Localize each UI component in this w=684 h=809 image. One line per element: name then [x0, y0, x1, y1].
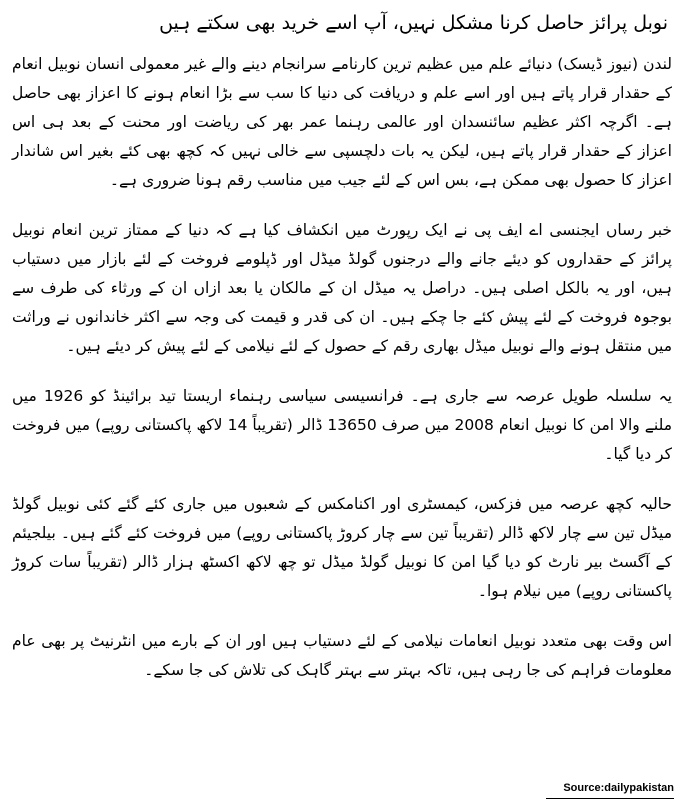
article-title: نوبل پرائز حاصل کرنا مشکل نہیں، آپ اسے خرید بھی سکتے ہیں: [159, 12, 668, 34]
article-paragraph-4: حالیہ کچھ عرصہ میں فزکس، کیمسٹری اور اکنامکس کے شعبوں میں جاری کئے گئے کئی نوبیل گولڈ میڈل تین سے چار لاکھ ڈالر (تقریباً تین سے چار کروڑ پاکستانی روپے) میں فروخت کئے گئے ہیں۔ بیلجیئم کے آگسٹ بیر نارٹ کو دیا گیا امن کا نوبیل گولڈ میڈل تو چھ لاکھ اکسٹھ ہزار ڈالر (تقریباً سات کروڑ پاکستانی روپے) میں نیلام ہوا۔: [12, 495, 672, 600]
article-paragraph-5: اس وقت بھی متعدد نوبیل انعامات نیلامی کے لئے دستیاب ہیں اور ان کے بارے میں انٹرنیٹ پر بھی عام معلومات فراہم کی جا رہی ہیں، تاکہ بہتر سے بہتر گاہک کی تلاش کی جا سکے۔: [12, 632, 672, 679]
article-paragraph-2: خبر رساں ایجنسی اے ایف پی نے ایک رپورٹ میں انکشاف کیا ہے کہ دنیا کے ممتاز ترین انعام نوبیل پرائز کے حقداروں کو دیئے جانے والے درجنوں گولڈ میڈل اور ڈپلومے فروخت کے لئے بازار میں دستیاب ہیں، اور یہ بالکل اصلی ہیں۔ دراصل یہ میڈل ان کے مالکان یا بعد ازاں ان کے ورثاء کی طرف سے بوجوہ فروخت کے لئے پیش کئے جا چکے ہیں۔ ان کی قدر و قیمت کی وجہ سے اکثر خاندانوں نے وراثت میں منتقل ہونے والے نوبیل میڈل بھاری رقم کے حصول کے لئے نیلامی کے لئے پیش کر دیئے ہیں۔: [12, 221, 672, 355]
article: [12, 8, 672, 706]
article-paragraph-3: یہ سلسلہ طویل عرصہ سے جاری ہے۔ فرانسیسی سیاسی رہنماء اریستا تید برائینڈ کو 1926 میں ملنے والا امن کا نوبیل انعام 2008 میں صرف 13650 ڈالر (تقریباً 14 لاکھ پاکستانی روپے) میں فروخت کر دیا گیا۔: [12, 387, 673, 463]
article-paragraph-1: لندن (نیوز ڈیسک) دنیائے علم میں عظیم ترین کارنامے سرانجام دینے والے غیر معمولی انسان نوبیل انعام کے حقدار قرار پاتے ہیں اور اسے علم و دریافت کی دنیا کا سب سے بڑا انعام ہونے کا اعزاز بھی حاصل ہے۔ اگرچہ اکثر عظیم سائنسدان اور عالمی رہنما عمر بھر کی ریاضت اور محنت کے بعد ہی اس اعزاز کے حقدار قرار پاتے ہیں، لیکن یہ بات دلچسپی سے خالی نہیں کہ کچھ بھی کئے بغیر اس شاندار اعزاز کا حصول بھی ممکن ہے، بس اس کے لئے جیب میں مناسب رقم ہونا ضروری ہے۔: [12, 55, 672, 189]
source-underline: [546, 798, 674, 799]
source-credit: Source:dailypakistan: [563, 782, 674, 794]
